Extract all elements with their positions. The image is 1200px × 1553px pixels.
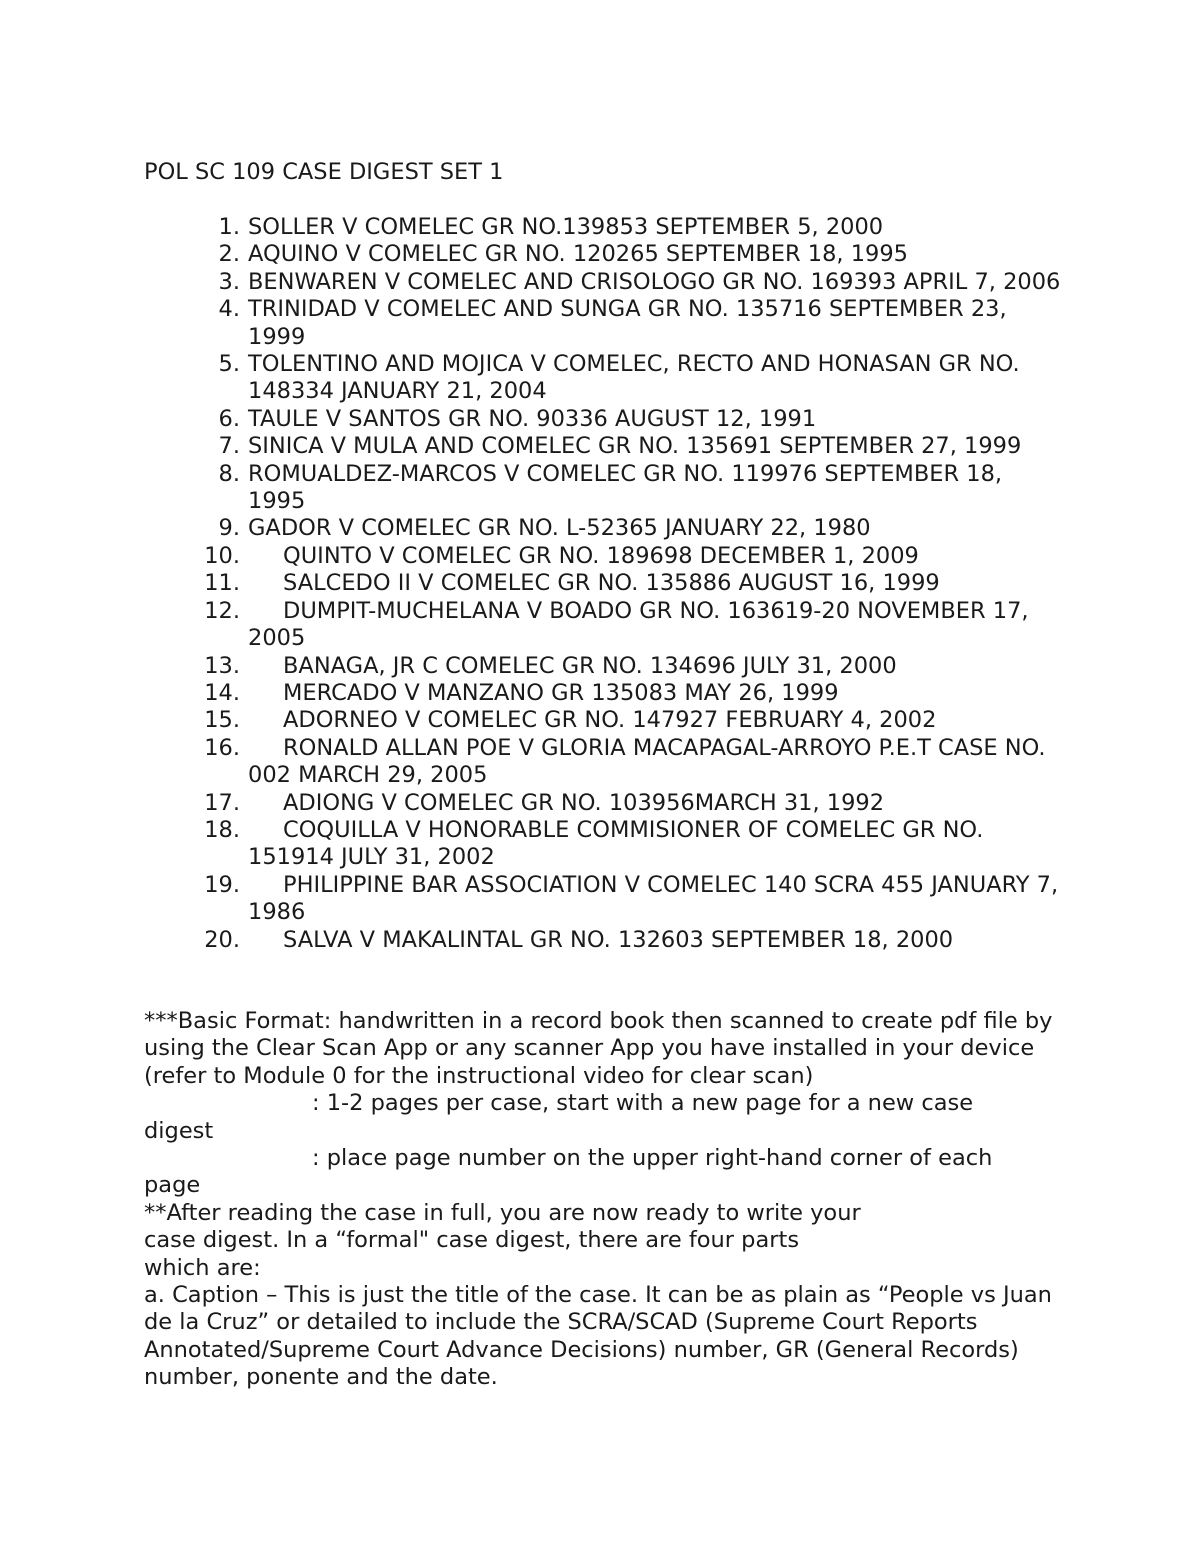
- after-reading-line-2: case digest. In a “formal" case digest, there are four parts: [144, 1227, 800, 1254]
- case-text: SALVA V MAKALINTAL GR NO. 132603 SEPTEMBER 18, 2000: [283, 926, 954, 953]
- case-text: ADORNEO V COMELEC GR NO. 147927 FEBRUARY 4, 2002: [283, 707, 937, 734]
- document-title: POL SC 109 CASE DIGEST SET 1: [144, 159, 504, 185]
- case-item: [144, 241, 1064, 268]
- case-number: 9.: [218, 515, 240, 542]
- case-item: [144, 296, 1064, 351]
- case-item: [144, 735, 1064, 790]
- case-item: [144, 543, 1064, 570]
- case-number: 3.: [218, 268, 240, 295]
- case-number: 12.: [204, 597, 240, 624]
- caption-paragraph: a. Caption – This is just the title of the case. It can be as plain as “People vs Juan de la Cruz” or detailed to include the SCRA/SCAD (Supreme Court Reports Annotated/Supreme Court Advance Decisions) number, GR (General Records) number, ponente and the date.: [144, 1282, 1052, 1391]
- case-number: 6.: [218, 405, 240, 432]
- case-item: [144, 707, 1064, 734]
- case-number: 2.: [218, 241, 240, 268]
- case-item: [144, 817, 1064, 872]
- case-number: 18.: [204, 816, 240, 843]
- case-item: [144, 461, 1064, 516]
- case-text: SALCEDO II V COMELEC GR NO. 135886 AUGUST 16, 1999: [283, 570, 940, 597]
- case-item: [144, 872, 1064, 927]
- case-text: TRINIDAD V COMELEC AND SUNGA GR NO. 135716 SEPTEMBER 23, 1999: [248, 296, 1007, 350]
- pages-rule-line: : 1-2 pages per case, start with a new page for a new case: [312, 1090, 974, 1117]
- case-number: 17.: [204, 789, 240, 816]
- case-text: PHILIPPINE BAR ASSOCIATION V COMELEC 140 SCRA 455 JANUARY 7, 1986: [248, 871, 1059, 926]
- case-text: COQUILLA V HONORABLE COMMISIONER OF COMELEC GR NO. 151914 JULY 31, 2002: [248, 816, 984, 871]
- case-number: 14.: [204, 679, 240, 706]
- page-number-rule-continuation: page: [144, 1172, 201, 1199]
- case-item: [144, 927, 1064, 954]
- case-text: QUINTO V COMELEC GR NO. 189698 DECEMBER 1, 2009: [283, 542, 919, 569]
- case-number: 10.: [204, 542, 240, 569]
- page-number-rule-line: : place page number on the upper right-hand corner of each: [312, 1145, 993, 1172]
- case-item: [144, 598, 1064, 653]
- after-reading-line-3: which are:: [144, 1254, 261, 1281]
- after-reading-line-1: **After reading the case in full, you are now ready to write your: [144, 1199, 861, 1226]
- pages-rule-continuation: digest: [144, 1117, 214, 1144]
- case-number: 8.: [218, 460, 240, 487]
- case-number: 13.: [204, 652, 240, 679]
- case-item: [144, 214, 1064, 241]
- case-text: DUMPIT-MUCHELANA V BOADO GR NO. 163619-20 NOVEMBER 17, 2005: [248, 597, 1029, 652]
- case-text: TOLENTINO AND MOJICA V COMELEC, RECTO AND HONASAN GR NO. 148334 JANUARY 21, 2004: [248, 351, 1020, 405]
- case-text: SOLLER V COMELEC GR NO.139853 SEPTEMBER 5, 2000: [248, 214, 884, 240]
- case-number: 20.: [204, 926, 240, 953]
- case-item: [144, 433, 1064, 460]
- instructions-section: [144, 1008, 1074, 1392]
- case-number: 1.: [218, 214, 240, 240]
- case-text: GADOR V COMELEC GR NO. L-52365 JANUARY 22, 1980: [248, 515, 871, 542]
- case-text: BANAGA, JR C COMELEC GR NO. 134696 JULY 31, 2000: [283, 652, 897, 679]
- case-text: MERCADO V MANZANO GR 135083 MAY 26, 1999: [283, 679, 839, 706]
- case-item: [144, 790, 1064, 817]
- basic-format-paragraph: ***Basic Format: handwritten in a record book then scanned to create pdf file by using the Clear Scan App or any scanner App you have installed in your device (refer to Module 0 for the instructional video for clear scan): [144, 1008, 1053, 1089]
- case-item: [144, 406, 1064, 433]
- case-number: 15.: [204, 707, 240, 734]
- case-text: ROMUALDEZ-MARCOS V COMELEC GR NO. 119976 SEPTEMBER 18, 1995: [248, 460, 1003, 515]
- case-item: [144, 680, 1064, 707]
- case-item: [144, 269, 1064, 296]
- case-text: AQUINO V COMELEC GR NO. 120265 SEPTEMBER 18, 1995: [248, 241, 908, 268]
- case-number: 4.: [218, 296, 240, 323]
- case-number: 19.: [204, 871, 240, 898]
- case-text: ADIONG V COMELEC GR NO. 103956MARCH 31, 1992: [283, 789, 885, 816]
- case-number: 5.: [218, 351, 240, 378]
- case-number: 16.: [204, 734, 240, 761]
- case-text: RONALD ALLAN POE V GLORIA MACAPAGAL-ARROYO P.E.T CASE NO. 002 MARCH 29, 2005: [248, 734, 1046, 789]
- case-item: [144, 515, 1064, 542]
- case-number: 11.: [204, 570, 240, 597]
- case-text: TAULE V SANTOS GR NO. 90336 AUGUST 12, 1991: [248, 405, 817, 432]
- case-item: [144, 653, 1064, 680]
- case-item: [144, 351, 1064, 406]
- case-text: BENWAREN V COMELEC AND CRISOLOGO GR NO. 169393 APRIL 7, 2006: [248, 268, 1061, 295]
- case-text: SINICA V MULA AND COMELEC GR NO. 135691 SEPTEMBER 27, 1999: [248, 433, 1022, 460]
- case-item: [144, 570, 1064, 597]
- case-number: 7.: [218, 433, 240, 460]
- case-list: [144, 214, 1064, 954]
